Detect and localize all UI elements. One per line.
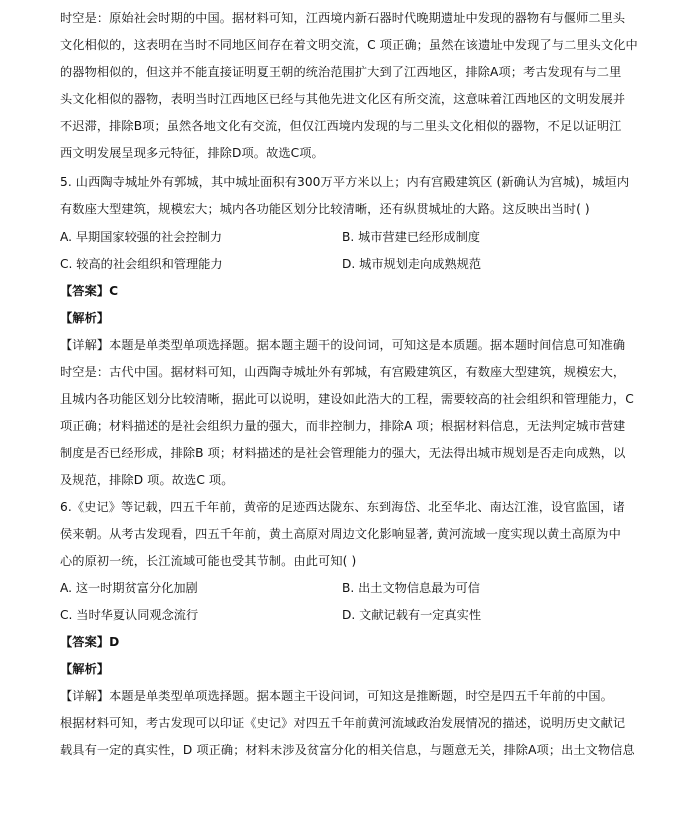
q6-option-c: C. 当时华夏认同观念流行: [60, 608, 199, 622]
paragraph-line: 头文化相似的器物，表明当时江西地区已经与其他先进文化区有所交流，这意味着江西地区的文明发展并: [60, 92, 626, 106]
q6-option-b: B. 出土文物信息最为可信: [342, 581, 480, 595]
q6-option-d: D. 文献记载有一定真实性: [342, 608, 482, 622]
q5-detail-line: 且城内各功能区划分比较清晰，据此可以说明，建设如此浩大的工程，需要较高的社会组织和管理能力，C: [60, 392, 634, 406]
paragraph-line: 的器物相似的，但这并不能直接证明夏王朝的统治范围扩大到了江西地区，排除A项；考古发现有与二里: [60, 65, 622, 79]
question-5-stem: 5. 山西陶寺城址外有郭城，其中城址面积有300万平方米以上；内有宫殿建筑区 (新确认为宫城)，城垣内: [60, 175, 630, 189]
q5-detail-line: 制度是否已经形成，排除B 项；材料描述的是社会管理能力的强大，无法得出城市规划是否走向成熟，以: [60, 446, 626, 460]
q5-answer: 【答案】C: [60, 284, 119, 298]
question-6-stem: 侯来朝。从考古发现看，四五千年前，黄土高原对周边文化影响显著, 黄河流域一度实现以黄土高原为中: [60, 527, 621, 541]
paragraph-line: 文化相似的，这表明在当时不同地区间存在着文明交流，C 项正确；虽然在该遗址中发现了与二里头文化中: [60, 38, 638, 52]
q6-detail-line: 根据材料可知，考古发现可以印证《史记》对四五千年前黄河流域政治发展情况的描述，说明历史文献记: [60, 716, 626, 730]
q6-answer: 【答案】D: [60, 635, 120, 649]
paragraph-line: 西文明发展呈现多元特征，排除D项。故选C项。: [60, 146, 324, 160]
q6-detail-line: 载具有一定的真实性，D 项正确；材料未涉及贫富分化的相关信息，与题意无关，排除A项；出土文物信息: [60, 743, 635, 757]
question-5-stem: 有数座大型建筑，规模宏大；城内各功能区划分比较清晰，还有纵贯城址的大路。这反映出当时( ): [60, 202, 590, 216]
q5-detail-line: 及规范，排除D 项。故选C 项。: [60, 473, 234, 487]
q5-detail-line: 项正确；材料描述的是社会组织力量的强大，而非控制力，排除A 项；根据材料信息，无法判定城市营建: [60, 419, 626, 433]
question-6-stem: 心的原初一统，长江流域可能也受其节制。由此可知( ): [60, 554, 357, 568]
q6-detail-line: 【详解】本题是单类型单项选择题。据本题主干设问词，可知这是推断题，时空是四五千年前的中国。: [60, 689, 613, 703]
q5-detail-line: 时空是：古代中国。据材料可知，山西陶寺城址外有郭城，有宫殿建筑区，有数座大型建筑，规模宏大，: [60, 365, 626, 379]
q5-option-a: A. 早期国家较强的社会控制力: [60, 230, 223, 244]
q5-detail-line: 【详解】本题是单类型单项选择题。据本题主题干的设问词，可知这是本质题。据本题时间信息可知准确: [60, 338, 626, 352]
q5-analysis-heading: 【解析】: [60, 311, 110, 325]
q5-option-b: B. 城市营建已经形成制度: [342, 230, 480, 244]
paragraph-line: 时空是：原始社会时期的中国。据材料可知，江西境内新石器时代晚期遗址中发现的器物有与偃师二里头: [60, 11, 626, 25]
paragraph-line: 不迟滞，排除B项；虽然各地文化有交流，但仅江西境内发现的与二里头文化相似的器物，不足以证明江: [60, 119, 622, 133]
q6-analysis-heading: 【解析】: [60, 662, 110, 676]
question-6-stem: 6.《史记》等记载，四五千年前，黄帝的足迹西达陇东、东到海岱、北至华北、南达江淮，设官监国，诸: [60, 500, 625, 514]
q5-option-c: C. 较高的社会组织和管理能力: [60, 257, 223, 271]
q6-option-a: A. 这一时期贫富分化加剧: [60, 581, 198, 595]
q5-option-d: D. 城市规划走向成熟规范: [342, 257, 482, 271]
